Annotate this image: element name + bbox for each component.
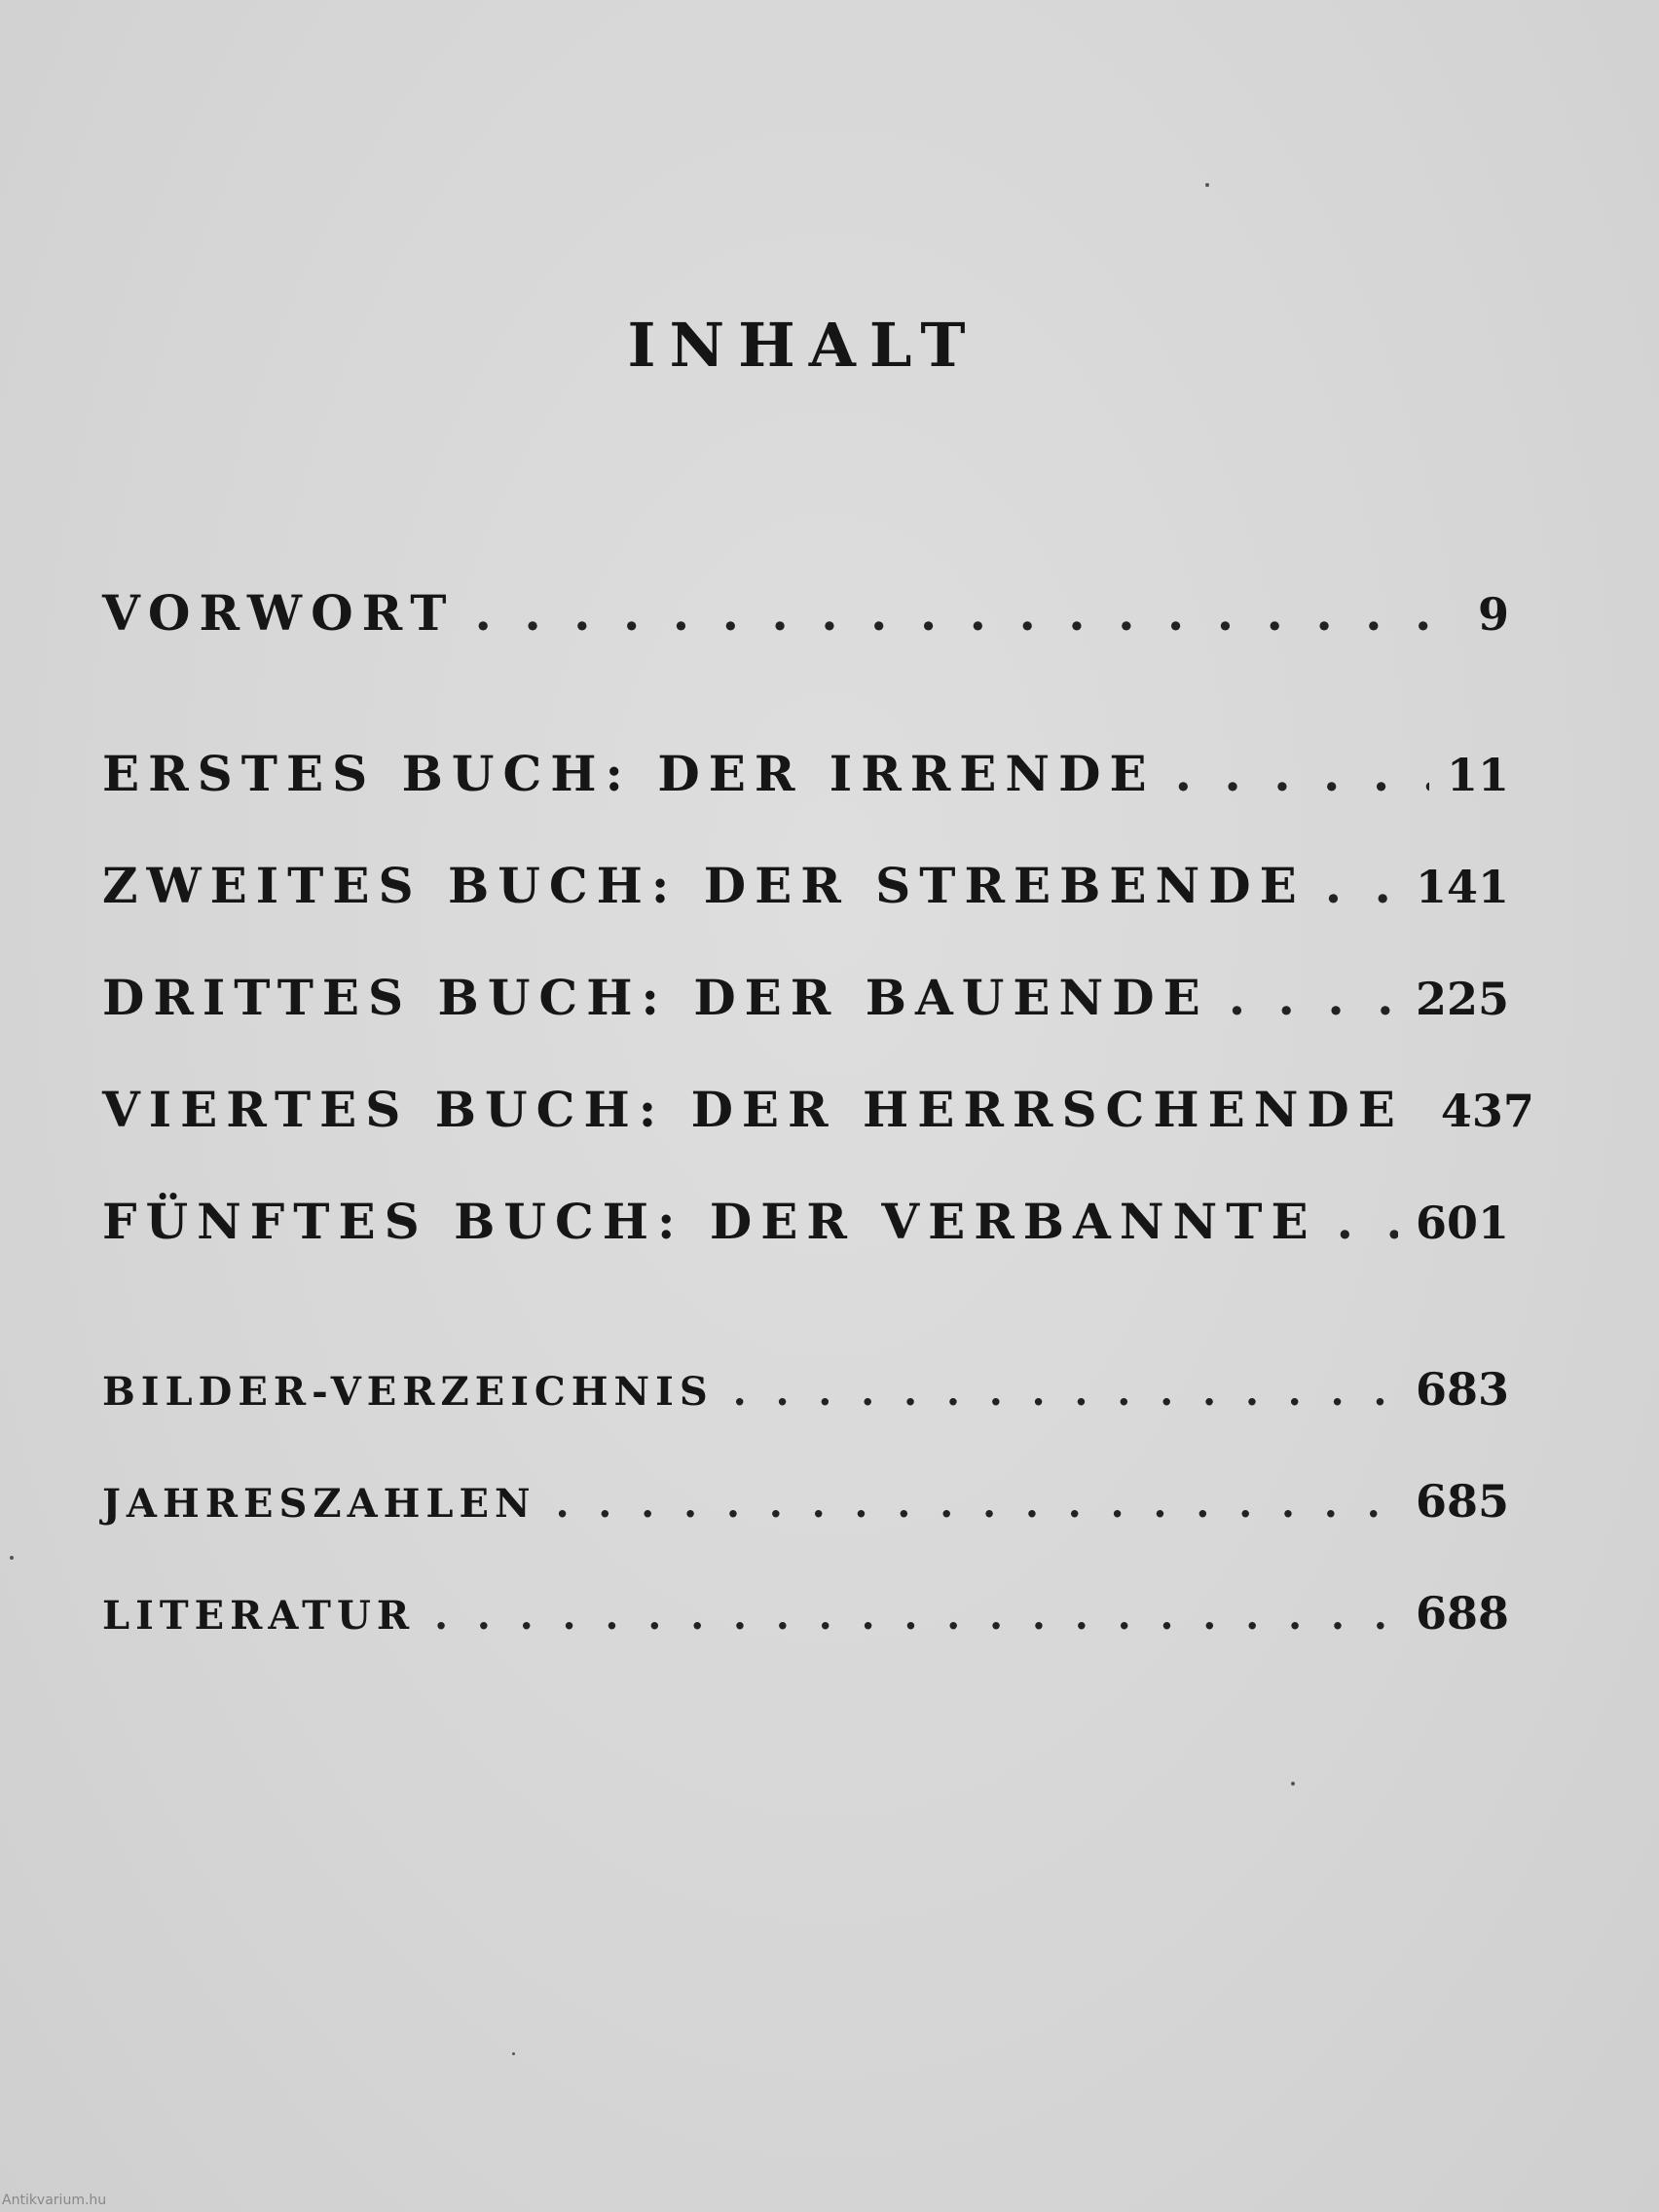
- toc-entry-jahreszahlen: [102, 1475, 1509, 1528]
- toc-leader-dots: [1325, 857, 1398, 914]
- toc-entry-fuenftes-buch: [102, 1193, 1509, 1250]
- toc-leader-dots: [733, 1369, 1398, 1415]
- toc-page-number: 683: [1415, 1363, 1509, 1416]
- paper-speck: [1205, 183, 1209, 187]
- toc-entry-erstes-buch: [102, 745, 1509, 802]
- toc-entry-vorwort: [102, 584, 1509, 642]
- toc-entry-label: VORWORT: [102, 584, 456, 642]
- toc-entry-viertes-buch: [102, 1081, 1534, 1138]
- toc-entry-label: BILDER-VERZEICHNIS: [102, 1369, 714, 1415]
- toc-entry-label: ZWEITES BUCH: DER STREBENDE: [102, 857, 1306, 914]
- toc-page-number: 141: [1415, 861, 1509, 913]
- toc-page-number: 225: [1415, 973, 1509, 1025]
- paper-speck: [10, 1556, 14, 1560]
- toc-leader-dots: [434, 1593, 1398, 1639]
- toc-entry-label: FÜNFTES BUCH: DER VERBANNTE: [102, 1193, 1317, 1250]
- toc-entry-literatur: [102, 1587, 1509, 1640]
- toc-page-number: 11: [1446, 749, 1509, 801]
- paper-speck: [512, 2052, 515, 2055]
- toc-leader-dots: [1175, 745, 1429, 802]
- toc-entry-bilder-verzeichnis: [102, 1363, 1509, 1416]
- toc-entry-label: ERSTES BUCH: DER IRRENDE: [102, 745, 1156, 802]
- toc-entry-zweites-buch: [102, 857, 1509, 914]
- toc-entry-drittes-buch: [102, 969, 1509, 1026]
- toc-leader-dots: [556, 1481, 1398, 1527]
- toc-leader-dots: [1337, 1193, 1398, 1250]
- toc-entry-label: LITERATUR: [102, 1593, 416, 1639]
- paper-speck: [1291, 1782, 1295, 1786]
- toc-page-number: 688: [1415, 1587, 1509, 1640]
- toc-leader-dots: [1229, 969, 1398, 1026]
- toc-entry-label: VIERTES BUCH: DER HERRSCHENDE: [102, 1081, 1404, 1138]
- toc-leader-dots: [475, 584, 1460, 642]
- toc-page-number: 9: [1477, 588, 1509, 641]
- watermark: Antikvarium.hu: [2, 2193, 107, 2208]
- toc-page-number: 437: [1440, 1085, 1534, 1137]
- page-title: INHALT: [627, 310, 979, 381]
- toc-entry-label: JAHRESZAHLEN: [102, 1481, 536, 1527]
- toc-page-number: 601: [1415, 1197, 1509, 1249]
- toc-page-number: 685: [1415, 1475, 1509, 1528]
- toc-entry-label: DRITTES BUCH: DER BAUENDE: [102, 969, 1209, 1026]
